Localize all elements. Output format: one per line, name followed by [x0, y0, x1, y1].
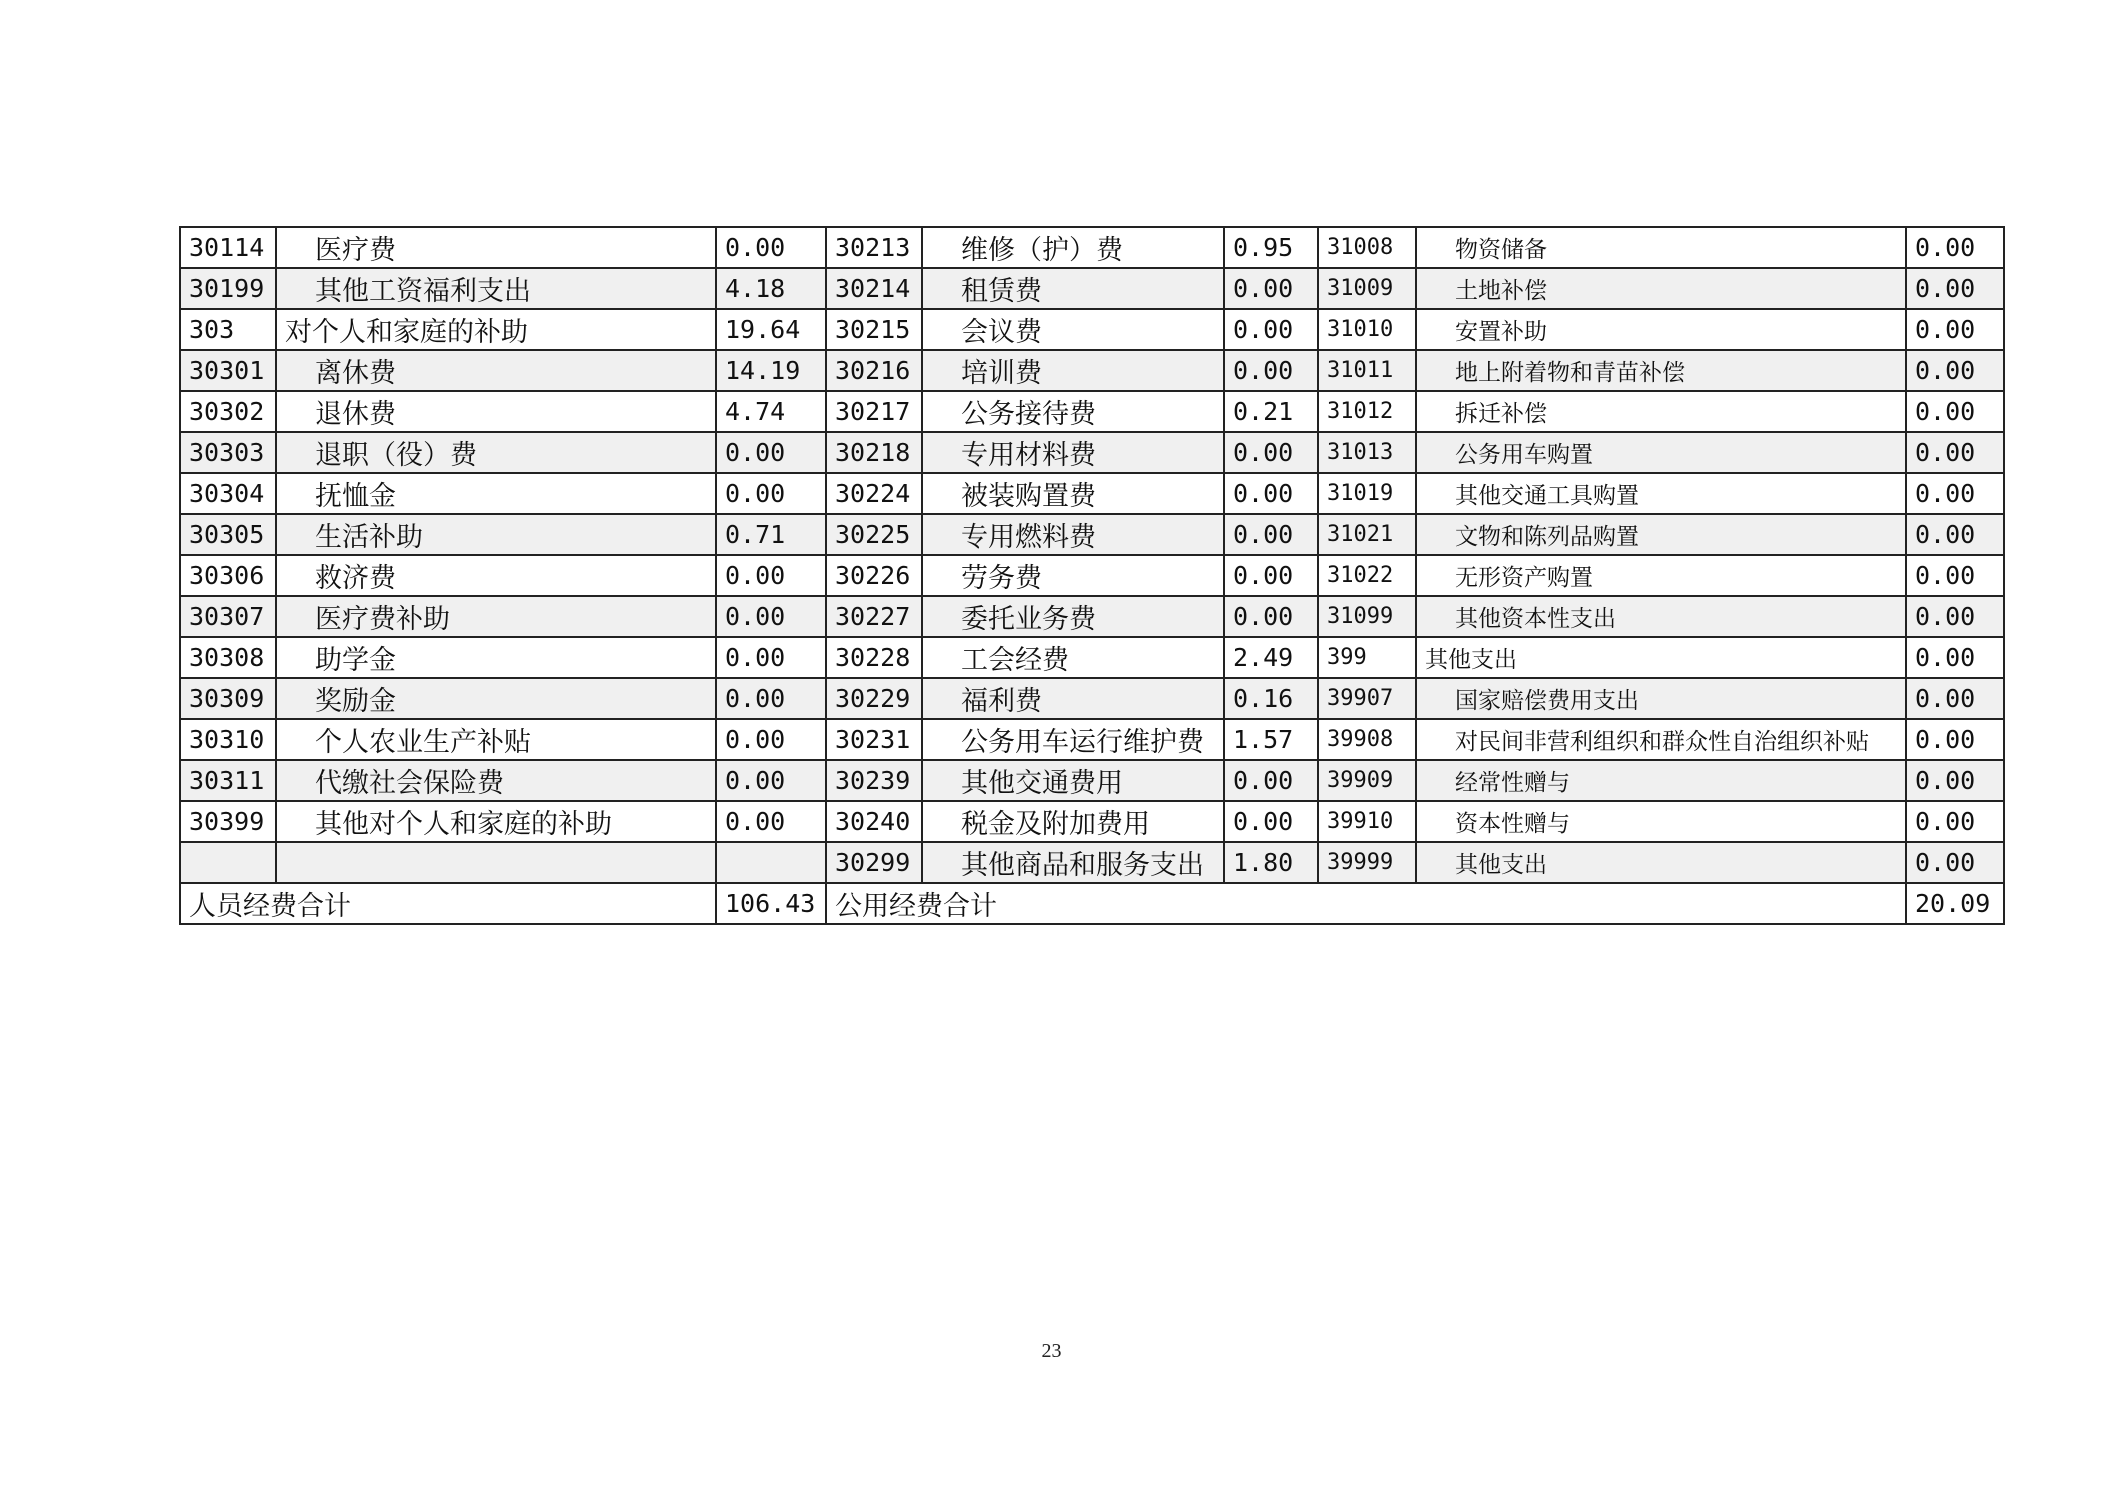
code-cell: 30311	[180, 760, 276, 801]
amount-cell: 0.00	[1906, 514, 2004, 555]
name-cell: 退职（役）费	[276, 432, 716, 473]
code-cell: 30218	[826, 432, 922, 473]
amount-cell: 0.00	[716, 801, 826, 842]
name-cell: 救济费	[276, 555, 716, 596]
table-row	[180, 678, 2004, 719]
code-cell: 31022	[1318, 555, 1416, 596]
name-cell: 其他工资福利支出	[276, 268, 716, 309]
table-row	[180, 719, 2004, 760]
amount-cell: 0.00	[1906, 350, 2004, 391]
amount-cell: 0.00	[716, 678, 826, 719]
code-cell: 30307	[180, 596, 276, 637]
table-row	[180, 473, 2004, 514]
code-cell: 30231	[826, 719, 922, 760]
name-cell: 其他交通费用	[922, 760, 1224, 801]
code-cell: 30299	[826, 842, 922, 883]
name-cell: 资本性赠与	[1416, 801, 1906, 842]
name-cell: 抚恤金	[276, 473, 716, 514]
amount-cell: 0.00	[1224, 309, 1318, 350]
code-cell	[180, 842, 276, 883]
name-cell: 离休费	[276, 350, 716, 391]
amount-cell: 1.57	[1224, 719, 1318, 760]
totals-row	[180, 883, 2004, 924]
amount-cell: 1.80	[1224, 842, 1318, 883]
name-cell: 对民间非营利组织和群众性自治组织补贴	[1416, 719, 1906, 760]
code-cell: 30306	[180, 555, 276, 596]
amount-cell: 0.71	[716, 514, 826, 555]
name-cell: 工会经费	[922, 637, 1224, 678]
name-cell: 劳务费	[922, 555, 1224, 596]
amount-cell: 2.49	[1224, 637, 1318, 678]
amount-cell: 0.00	[1906, 678, 2004, 719]
public-total-label: 公用经费合计	[826, 883, 1906, 924]
table-row	[180, 227, 2004, 268]
name-cell: 其他支出	[1416, 842, 1906, 883]
table-row	[180, 432, 2004, 473]
code-cell: 31011	[1318, 350, 1416, 391]
name-cell: 物资储备	[1416, 227, 1906, 268]
personnel-total-label: 人员经费合计	[180, 883, 716, 924]
name-cell: 专用材料费	[922, 432, 1224, 473]
name-cell: 个人农业生产补贴	[276, 719, 716, 760]
name-cell: 地上附着物和青苗补偿	[1416, 350, 1906, 391]
name-cell: 专用燃料费	[922, 514, 1224, 555]
name-cell: 安置补助	[1416, 309, 1906, 350]
amount-cell: 0.00	[716, 596, 826, 637]
amount-cell: 0.00	[1224, 350, 1318, 391]
name-cell: 土地补偿	[1416, 268, 1906, 309]
amount-cell: 19.64	[716, 309, 826, 350]
code-cell: 303	[180, 309, 276, 350]
amount-cell: 0.00	[1906, 227, 2004, 268]
code-cell: 31021	[1318, 514, 1416, 555]
name-cell: 医疗费	[276, 227, 716, 268]
amount-cell: 0.00	[1224, 555, 1318, 596]
code-cell: 31010	[1318, 309, 1416, 350]
amount-cell: 0.21	[1224, 391, 1318, 432]
name-cell: 福利费	[922, 678, 1224, 719]
table-row	[180, 350, 2004, 391]
amount-cell: 0.16	[1224, 678, 1318, 719]
code-cell: 30304	[180, 473, 276, 514]
name-cell: 拆迁补偿	[1416, 391, 1906, 432]
amount-cell: 0.00	[716, 637, 826, 678]
code-cell: 30303	[180, 432, 276, 473]
amount-cell: 0.00	[1906, 309, 2004, 350]
amount-cell: 0.00	[1906, 719, 2004, 760]
code-cell: 30399	[180, 801, 276, 842]
page-number: 23	[1041, 1340, 1062, 1362]
code-cell: 30310	[180, 719, 276, 760]
amount-cell: 0.00	[1906, 473, 2004, 514]
name-cell: 其他交通工具购置	[1416, 473, 1906, 514]
name-cell: 公务用车运行维护费	[922, 719, 1224, 760]
code-cell: 30213	[826, 227, 922, 268]
amount-cell: 0.00	[1906, 801, 2004, 842]
amount-cell: 0.00	[1906, 391, 2004, 432]
code-cell: 30225	[826, 514, 922, 555]
name-cell: 税金及附加费用	[922, 801, 1224, 842]
code-cell: 30214	[826, 268, 922, 309]
amount-cell: 0.00	[1224, 473, 1318, 514]
code-cell: 30240	[826, 801, 922, 842]
name-cell: 委托业务费	[922, 596, 1224, 637]
amount-cell: 0.00	[1224, 760, 1318, 801]
code-cell: 30309	[180, 678, 276, 719]
amount-cell: 0.00	[716, 719, 826, 760]
code-cell: 31012	[1318, 391, 1416, 432]
table-row	[180, 637, 2004, 678]
table-body	[180, 227, 2004, 883]
name-cell: 培训费	[922, 350, 1224, 391]
amount-cell: 0.00	[1906, 842, 2004, 883]
name-cell: 助学金	[276, 637, 716, 678]
name-cell: 其他支出	[1416, 637, 1906, 678]
table-row	[180, 391, 2004, 432]
code-cell: 30217	[826, 391, 922, 432]
code-cell: 30224	[826, 473, 922, 514]
code-cell: 30229	[826, 678, 922, 719]
code-cell: 31099	[1318, 596, 1416, 637]
amount-cell: 0.00	[1224, 268, 1318, 309]
name-cell: 经常性赠与	[1416, 760, 1906, 801]
table-row	[180, 801, 2004, 842]
amount-cell: 0.00	[716, 473, 826, 514]
amount-cell: 0.00	[716, 227, 826, 268]
amount-cell: 0.00	[716, 760, 826, 801]
name-cell: 其他对个人和家庭的补助	[276, 801, 716, 842]
public-total-value: 20.09	[1906, 883, 2004, 924]
amount-cell: 0.00	[1906, 268, 2004, 309]
table-row	[180, 596, 2004, 637]
table-row	[180, 309, 2004, 350]
amount-cell: 0.00	[716, 432, 826, 473]
amount-cell: 0.00	[1906, 555, 2004, 596]
amount-cell: 0.00	[716, 555, 826, 596]
code-cell: 30226	[826, 555, 922, 596]
code-cell: 31008	[1318, 227, 1416, 268]
name-cell: 被装购置费	[922, 473, 1224, 514]
amount-cell: 0.00	[1906, 637, 2004, 678]
name-cell: 其他资本性支出	[1416, 596, 1906, 637]
amount-cell: 0.00	[1224, 801, 1318, 842]
code-cell: 30301	[180, 350, 276, 391]
code-cell: 30114	[180, 227, 276, 268]
code-cell: 30228	[826, 637, 922, 678]
name-cell: 会议费	[922, 309, 1224, 350]
table-row	[180, 268, 2004, 309]
name-cell: 租赁费	[922, 268, 1224, 309]
code-cell: 30239	[826, 760, 922, 801]
code-cell: 30308	[180, 637, 276, 678]
name-cell: 维修（护）费	[922, 227, 1224, 268]
amount-cell: 0.00	[1224, 596, 1318, 637]
name-cell: 对个人和家庭的补助	[276, 309, 716, 350]
table-row	[180, 555, 2004, 596]
name-cell: 公务用车购置	[1416, 432, 1906, 473]
name-cell: 无形资产购置	[1416, 555, 1906, 596]
amount-cell: 14.19	[716, 350, 826, 391]
amount-cell: 0.00	[1224, 432, 1318, 473]
code-cell: 399	[1318, 637, 1416, 678]
code-cell: 30305	[180, 514, 276, 555]
name-cell: 医疗费补助	[276, 596, 716, 637]
code-cell: 31009	[1318, 268, 1416, 309]
name-cell: 退休费	[276, 391, 716, 432]
table-row	[180, 760, 2004, 801]
code-cell: 39910	[1318, 801, 1416, 842]
name-cell: 国家赔偿费用支出	[1416, 678, 1906, 719]
code-cell: 39908	[1318, 719, 1416, 760]
name-cell: 代缴社会保险费	[276, 760, 716, 801]
table-row	[180, 514, 2004, 555]
name-cell: 其他商品和服务支出	[922, 842, 1224, 883]
code-cell: 31013	[1318, 432, 1416, 473]
name-cell: 奖励金	[276, 678, 716, 719]
code-cell: 30199	[180, 268, 276, 309]
personnel-total-value: 106.43	[716, 883, 826, 924]
amount-cell: 0.95	[1224, 227, 1318, 268]
name-cell: 文物和陈列品购置	[1416, 514, 1906, 555]
code-cell: 30215	[826, 309, 922, 350]
amount-cell: 4.74	[716, 391, 826, 432]
name-cell: 生活补助	[276, 514, 716, 555]
table-row	[180, 842, 2004, 883]
amount-cell: 0.00	[1906, 432, 2004, 473]
amount-cell: 4.18	[716, 268, 826, 309]
code-cell: 30302	[180, 391, 276, 432]
amount-cell	[716, 842, 826, 883]
amount-cell: 0.00	[1224, 514, 1318, 555]
code-cell: 39907	[1318, 678, 1416, 719]
code-cell: 30216	[826, 350, 922, 391]
budget-expenditure-table	[179, 226, 2005, 925]
code-cell: 39999	[1318, 842, 1416, 883]
code-cell: 30227	[826, 596, 922, 637]
name-cell: 公务接待费	[922, 391, 1224, 432]
code-cell: 39909	[1318, 760, 1416, 801]
amount-cell: 0.00	[1906, 760, 2004, 801]
code-cell: 31019	[1318, 473, 1416, 514]
name-cell	[276, 842, 716, 883]
amount-cell: 0.00	[1906, 596, 2004, 637]
